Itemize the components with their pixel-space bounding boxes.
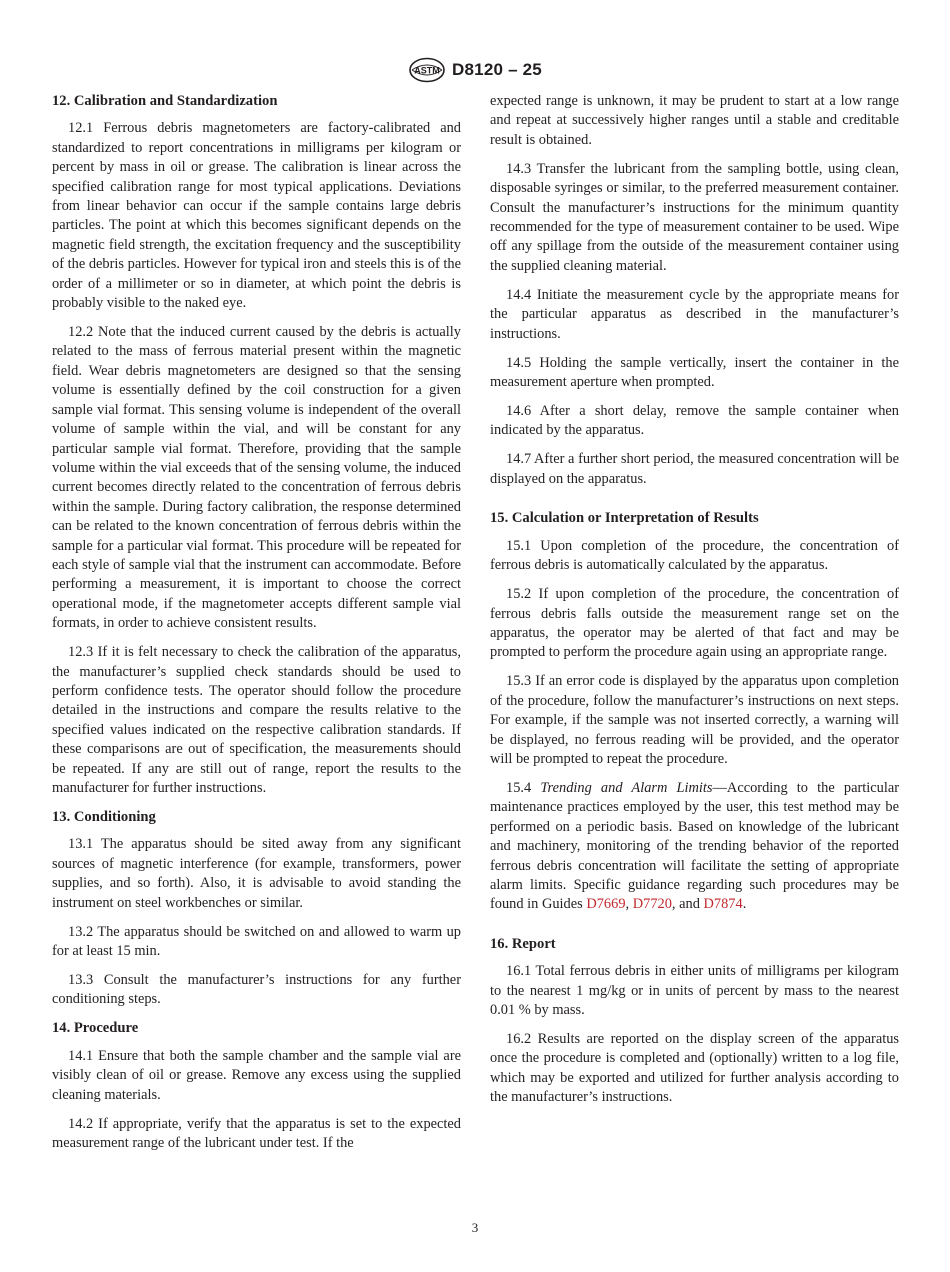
left-column bbox=[52, 92, 461, 1163]
para-16-1: 16.1 Total ferrous debris in either units of milligrams per kilogram to the nearest 1 mg/kg or in units of percent by mass to the nearest 0.01 % by mass. bbox=[490, 963, 899, 1018]
para-13-3: 13.3 Consult the manufacturer’s instructions for any further conditioning steps. bbox=[52, 972, 461, 1008]
para-12-2: 12.2 Note that the induced current caused by the debris is actually related to the mass of ferrous material present within the magnetic field. Wear debris magnetometers are designed so that the sensing volume is essentially defined by the coil construction for a given sample vial format. This sensing volume is independent of the overall volume of sample within the vial, and will be constant for any particular sample vial format. Therefore, providing that the sample volume within the vial exceeds that of the sensing volume, the induced current becomes directly related to the concentration of ferrous debris within the sample. During factory calibration, the response determined can be related to the known concentration of ferrous debris within the sample for a particular vial format. This procedure will be repeated for each style of sample vial that the instrument can accommodate. Before performing a measurement, it is important to choose the correct operational mode, if the magnetometer accepts different sample vial formats, in order to achieve consistent results. bbox=[52, 324, 461, 632]
para-15-4-text: —According to the particular maintenance practices employed by the user, this test method may be performed on a periodic basis. Based on knowledge of the lubricant and machinery, monitoring of the trending behavior of the reported ferrous debris concentration will facilitate the setting of appropriate alarm limits. Specific guidance regarding such procedures may be found in Guides bbox=[490, 779, 900, 913]
para-14-6: 14.6 After a short delay, remove the sample container when indicated by the apparatus. bbox=[490, 403, 899, 439]
para-16-2: 16.2 Results are reported on the display screen of the apparatus once the procedure is completed and (optionally) written to a log file, which may be exported and utilized for further analysis according to the manufacturer’s instructions. bbox=[490, 1031, 899, 1106]
para-14-4: 14.4 Initiate the measurement cycle by the appropriate means for the particular apparatus as described in the manufacturer’s instructions. bbox=[490, 286, 899, 342]
link-d7720[interactable]: D7720 bbox=[632, 896, 672, 913]
section-13-heading: 13. Conditioning bbox=[52, 809, 156, 825]
para-15-4-title: Trending and Alarm Limits bbox=[540, 779, 713, 796]
svg-text:ASTM: ASTM bbox=[414, 65, 440, 76]
para-12-1: 12.1 Ferrous debris magnetometers are factory-calibrated and standardized to report concentrations in milligrams per kilogram or percent by mass in oil or grease. The calibration is linear across the specified calibration range for most typical applications. Deviations from linear behavior can occur if the sample contains large debris particles. The point at which this becomes significant depends on the magnetic field strength, the excitation frequency and the susceptibility of the debris particles. However for typical iron and steels this is of the order of a millimeter or so in diameter, at which point the debris is probably visible to the naked eye. bbox=[52, 120, 461, 312]
para-15-3: 15.3 If an error code is displayed by the apparatus upon completion of the procedure, follow the manufacturer’s instructions on next steps. For example, if the sample was not inserted correctly, a warning will be displayed, no ferrous reading will be provided, and the operator will be prompted to repeat the procedure. bbox=[490, 673, 899, 767]
para-14-2-start: 14.2 If appropriate, verify that the apparatus is set to the expected measurement range of the lubricant under test. If the bbox=[52, 1115, 461, 1152]
para-15-4-end: . bbox=[742, 896, 747, 913]
para-15-2: 15.2 If upon completion of the procedure, the concentration of ferrous debris falls outside the measurement range set on the apparatus, the operator may be alerted of that fact and may be prompted to perform the procedure again using an appropriate range. bbox=[490, 586, 899, 661]
ref-separator-1: , bbox=[625, 896, 633, 913]
link-d7669[interactable]: D7669 bbox=[586, 896, 626, 913]
section-15-heading: 15. Calculation or Interpretation of Results bbox=[490, 510, 759, 527]
link-d7874[interactable]: D7874 bbox=[703, 896, 743, 913]
section-14-heading: 14. Procedure bbox=[52, 1020, 139, 1037]
right-column bbox=[490, 92, 899, 1117]
standard-designation: D8120 – 25 bbox=[452, 60, 542, 79]
page-number: 3 bbox=[471, 1220, 479, 1235]
page-header bbox=[0, 56, 950, 84]
astm-logo-icon bbox=[408, 57, 446, 83]
para-13-2: 13.2 The apparatus should be switched on and allowed to warm up for at least 15 min. bbox=[52, 923, 461, 960]
para-14-5: 14.5 Holding the sample vertically, insert the container in the measurement aperture when prompted. bbox=[490, 354, 899, 391]
para-15-4-number: 15.4 bbox=[506, 779, 532, 796]
para-14-7: 14.7 After a further short period, the measured concentration will be displayed on the apparatus. bbox=[490, 451, 899, 487]
para-15-4 bbox=[490, 779, 899, 915]
section-16-heading: 16. Report bbox=[490, 935, 556, 952]
para-14-1: 14.1 Ensure that both the sample chamber and the sample vial are visibly clean of oil or grease. Remove any excess using the supplied cleaning materials. bbox=[52, 1047, 461, 1103]
ref-separator-2: , and bbox=[671, 896, 704, 913]
para-13-1: 13.1 The apparatus should be sited away from any significant sources of magnetic interference (for example, transformers, power supplies, and so forth). Also, it is advisable to avoid standing the instrument on steel workbenches or similar. bbox=[52, 836, 461, 911]
section-12-heading: 12. Calibration and Standardization bbox=[52, 93, 278, 109]
para-14-2-continued: expected range is unknown, it may be prudent to start at a low range and repeat at successively higher ranges until a stable and creditable result is obtained. bbox=[490, 93, 899, 148]
para-14-3: 14.3 Transfer the lubricant from the sampling bottle, using clean, disposable syringes or similar, to the preferred measurement container. Consult the manufacturer’s instructions for the minimum quantity recommended for the type of measurement container to be used. Wipe off any spillage from the outside of the measurement container using the supplied cleaning material. bbox=[490, 160, 899, 274]
para-15-1: 15.1 Upon completion of the procedure, the concentration of ferrous debris is automatically calculated by the apparatus. bbox=[490, 537, 899, 574]
para-12-3: 12.3 If it is felt necessary to check the calibration of the apparatus, the manufacturer’s supplied check standards should be used to perform confidence tests. The operator should follow the procedure detailed in the instructions and compare the results relative to the specified values indicated on the respective calibration standards. If these comparisons are out of specification, the measurements should be repeated. If any are still out of range, report the results to the manufacturer for further instructions. bbox=[52, 644, 461, 796]
